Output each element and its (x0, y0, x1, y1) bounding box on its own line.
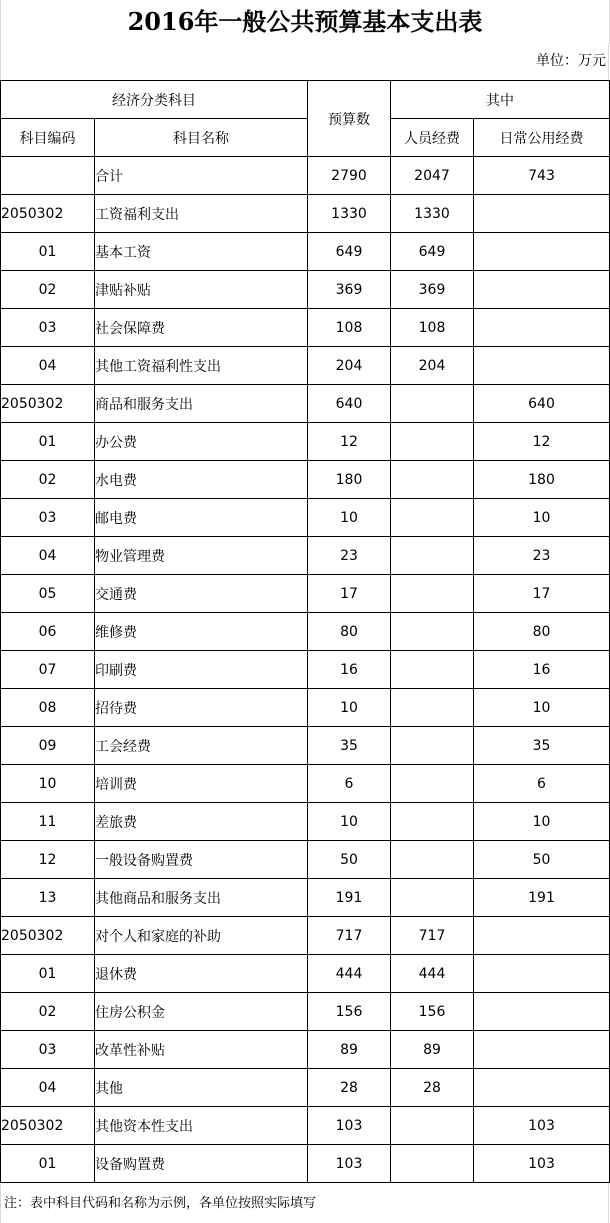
row-budget-cell: 23 (308, 537, 391, 575)
row-name-cell: 交通费 (95, 575, 308, 613)
page-title: 2016年一般公共预算基本支出表 (0, 0, 610, 44)
row-name-cell: 退休费 (95, 955, 308, 993)
row-budget-cell: 10 (308, 803, 391, 841)
row-name-cell: 办公费 (95, 423, 308, 461)
row-budget-cell: 717 (308, 917, 391, 955)
row-daily-cell: 10 (474, 689, 610, 727)
header-row-2 (1, 119, 610, 157)
header-row-1 (1, 81, 610, 119)
row-code-cell: 04 (1, 1069, 95, 1107)
row-name-cell: 社会保障费 (95, 309, 308, 347)
table-row (1, 1107, 610, 1145)
row-name-cell: 基本工资 (95, 233, 308, 271)
table-row (1, 917, 610, 955)
table-row (1, 385, 610, 423)
row-code-cell: 02 (1, 461, 95, 499)
row-daily-cell: 743 (474, 157, 610, 195)
table-row (1, 1031, 610, 1069)
row-daily-cell (474, 917, 610, 955)
row-personnel-cell: 1330 (391, 195, 474, 233)
row-code-cell: 04 (1, 347, 95, 385)
row-code-cell: 07 (1, 651, 95, 689)
row-personnel-cell (391, 1107, 474, 1145)
table-row (1, 309, 610, 347)
table-row (1, 841, 610, 879)
row-name-cell: 维修费 (95, 613, 308, 651)
unit-label: 单位：万元 (536, 53, 606, 69)
row-budget-cell: 89 (308, 1031, 391, 1069)
row-daily-cell: 80 (474, 613, 610, 651)
row-name-cell: 物业管理费 (95, 537, 308, 575)
row-budget-cell: 444 (308, 955, 391, 993)
row-code-cell: 01 (1, 233, 95, 271)
row-personnel-cell (391, 575, 474, 613)
row-budget-cell: 191 (308, 879, 391, 917)
row-budget-cell: 50 (308, 841, 391, 879)
row-budget-cell: 103 (308, 1145, 391, 1183)
row-name-cell: 工会经费 (95, 727, 308, 765)
row-code-cell: 08 (1, 689, 95, 727)
table-row (1, 461, 610, 499)
row-daily-cell (474, 271, 610, 309)
table-row (1, 1145, 610, 1183)
row-code-cell: 2050302 (1, 917, 95, 955)
table-row (1, 233, 610, 271)
row-personnel-cell (391, 613, 474, 651)
row-budget-cell: 35 (308, 727, 391, 765)
row-code-cell: 02 (1, 993, 95, 1031)
row-name-cell: 设备购置费 (95, 1145, 308, 1183)
row-personnel-cell (391, 499, 474, 537)
row-name-cell: 印刷费 (95, 651, 308, 689)
row-name-cell: 工资福利支出 (95, 195, 308, 233)
row-personnel-cell: 444 (391, 955, 474, 993)
row-code-cell: 01 (1, 955, 95, 993)
row-daily-cell (474, 195, 610, 233)
row-budget-cell: 640 (308, 385, 391, 423)
row-code-cell: 02 (1, 271, 95, 309)
row-budget-cell: 17 (308, 575, 391, 613)
row-personnel-cell: 28 (391, 1069, 474, 1107)
row-code-cell: 01 (1, 423, 95, 461)
row-code-cell: 03 (1, 309, 95, 347)
table-row (1, 727, 610, 765)
header-budget: 预算数 (308, 81, 391, 157)
row-name-cell: 差旅费 (95, 803, 308, 841)
row-name-cell: 对个人和家庭的补助 (95, 917, 308, 955)
table-row (1, 575, 610, 613)
row-daily-cell: 16 (474, 651, 610, 689)
row-daily-cell: 10 (474, 803, 610, 841)
row-personnel-cell: 89 (391, 1031, 474, 1069)
row-name-cell: 住房公积金 (95, 993, 308, 1031)
row-code-cell: 03 (1, 1031, 95, 1069)
row-code-cell: 06 (1, 613, 95, 651)
row-name-cell: 招待费 (95, 689, 308, 727)
row-daily-cell: 103 (474, 1145, 610, 1183)
row-daily-cell: 6 (474, 765, 610, 803)
row-daily-cell: 103 (474, 1107, 610, 1145)
row-budget-cell: 2790 (308, 157, 391, 195)
row-budget-cell: 10 (308, 689, 391, 727)
row-personnel-cell (391, 727, 474, 765)
row-budget-cell: 180 (308, 461, 391, 499)
row-daily-cell (474, 309, 610, 347)
row-code-cell: 05 (1, 575, 95, 613)
row-daily-cell: 12 (474, 423, 610, 461)
row-personnel-cell: 108 (391, 309, 474, 347)
row-personnel-cell (391, 651, 474, 689)
row-code-cell: 04 (1, 537, 95, 575)
row-code-cell: 01 (1, 1145, 95, 1183)
table-row (1, 993, 610, 1031)
row-name-cell: 改革性补贴 (95, 1031, 308, 1069)
row-code-cell: 12 (1, 841, 95, 879)
row-personnel-cell (391, 461, 474, 499)
row-name-cell: 其他商品和服务支出 (95, 879, 308, 917)
row-personnel-cell: 717 (391, 917, 474, 955)
row-personnel-cell (391, 841, 474, 879)
header-name: 科目名称 (95, 119, 308, 157)
row-daily-cell (474, 347, 610, 385)
row-personnel-cell: 2047 (391, 157, 474, 195)
row-daily-cell: 35 (474, 727, 610, 765)
row-budget-cell: 103 (308, 1107, 391, 1145)
row-name-cell: 培训费 (95, 765, 308, 803)
row-daily-cell (474, 955, 610, 993)
table-row (1, 1069, 610, 1107)
row-personnel-cell: 649 (391, 233, 474, 271)
row-daily-cell (474, 1069, 610, 1107)
row-name-cell: 其他 (95, 1069, 308, 1107)
row-personnel-cell (391, 879, 474, 917)
row-personnel-cell: 156 (391, 993, 474, 1031)
table-row (1, 613, 610, 651)
row-personnel-cell (391, 385, 474, 423)
row-budget-cell: 28 (308, 1069, 391, 1107)
row-code-cell: 10 (1, 765, 95, 803)
row-code-cell: 2050302 (1, 1107, 95, 1145)
row-daily-cell: 191 (474, 879, 610, 917)
row-daily-cell: 640 (474, 385, 610, 423)
row-budget-cell: 6 (308, 765, 391, 803)
table-row (1, 537, 610, 575)
row-budget-cell: 108 (308, 309, 391, 347)
row-name-cell: 津贴补贴 (95, 271, 308, 309)
row-budget-cell: 12 (308, 423, 391, 461)
row-code-cell: 03 (1, 499, 95, 537)
row-budget-cell: 204 (308, 347, 391, 385)
row-personnel-cell (391, 423, 474, 461)
row-code-cell: 09 (1, 727, 95, 765)
row-personnel-cell: 369 (391, 271, 474, 309)
table-row (1, 803, 610, 841)
row-name-cell: 水电费 (95, 461, 308, 499)
table-row (1, 423, 610, 461)
row-daily-cell (474, 993, 610, 1031)
table-row (1, 879, 610, 917)
row-personnel-cell: 204 (391, 347, 474, 385)
row-personnel-cell (391, 803, 474, 841)
table-row (1, 689, 610, 727)
row-name-cell: 商品和服务支出 (95, 385, 308, 423)
table-row (1, 271, 610, 309)
row-name-cell: 一般设备购置费 (95, 841, 308, 879)
row-name-cell: 合计 (95, 157, 308, 195)
row-daily-cell (474, 1031, 610, 1069)
row-personnel-cell (391, 689, 474, 727)
row-daily-cell: 180 (474, 461, 610, 499)
row-personnel-cell (391, 765, 474, 803)
row-code-cell: 11 (1, 803, 95, 841)
table-row (1, 195, 610, 233)
row-budget-cell: 156 (308, 993, 391, 1031)
row-budget-cell: 649 (308, 233, 391, 271)
table-row (1, 157, 610, 195)
row-budget-cell: 1330 (308, 195, 391, 233)
row-budget-cell: 80 (308, 613, 391, 651)
row-name-cell: 其他工资福利性支出 (95, 347, 308, 385)
row-budget-cell: 16 (308, 651, 391, 689)
header-econ-class: 经济分类科目 (1, 81, 308, 119)
row-name-cell: 邮电费 (95, 499, 308, 537)
row-budget-cell: 10 (308, 499, 391, 537)
row-code-cell: 2050302 (1, 195, 95, 233)
header-daily: 日常公用经费 (474, 119, 610, 157)
footnote: 注：表中科目代码和名称为示例，各单位按照实际填写 (4, 1196, 317, 1211)
table-row (1, 651, 610, 689)
header-of-which: 其中 (391, 81, 610, 119)
row-code-cell (1, 157, 95, 195)
table-row (1, 765, 610, 803)
row-code-cell: 2050302 (1, 385, 95, 423)
table-row (1, 955, 610, 993)
table-row (1, 499, 610, 537)
row-personnel-cell (391, 537, 474, 575)
row-daily-cell: 23 (474, 537, 610, 575)
row-daily-cell: 17 (474, 575, 610, 613)
row-daily-cell (474, 233, 610, 271)
row-budget-cell: 369 (308, 271, 391, 309)
right-border-line (608, 44, 609, 80)
row-code-cell: 13 (1, 879, 95, 917)
row-daily-cell: 50 (474, 841, 610, 879)
header-personnel: 人员经费 (391, 119, 474, 157)
row-name-cell: 其他资本性支出 (95, 1107, 308, 1145)
header-code: 科目编码 (1, 119, 95, 157)
row-daily-cell: 10 (474, 499, 610, 537)
left-border-line (0, 44, 1, 80)
row-personnel-cell (391, 1145, 474, 1183)
budget-table (0, 80, 610, 1183)
table-row (1, 347, 610, 385)
